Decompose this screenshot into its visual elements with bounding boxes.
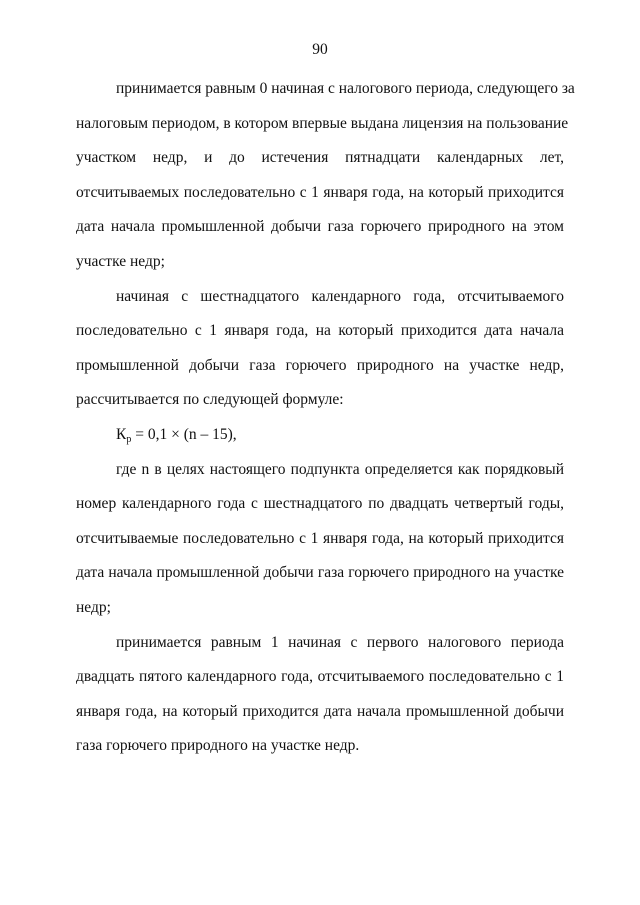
- formula-expression: = 0,1 × (n – 15),: [131, 425, 237, 443]
- page-number: 90: [312, 41, 328, 58]
- paragraph-4: [76, 626, 564, 764]
- text-line: налоговым периодом, в котором впервые выдана лицензия на пользование: [76, 114, 569, 132]
- formula: [76, 418, 564, 453]
- text-line: номер календарного года с шестнадцатого по двадцать четвертый годы,: [76, 495, 564, 513]
- text-line: последовательно с 1 января года, на который приходится дата начала: [76, 322, 564, 340]
- text-line: отсчитываемых последовательно с 1 января года, на который приходится: [76, 183, 564, 201]
- text-line: где n в целях настоящего подпункта определяется как порядковый: [116, 460, 564, 478]
- formula-subscript: р: [126, 433, 132, 445]
- paragraph-3: [76, 453, 564, 626]
- formula-symbol: К: [116, 425, 127, 443]
- text-line: января года, на который приходится дата начала промышленной добычи: [76, 702, 564, 720]
- text-line: отсчитываемые последовательно с 1 января года, на который приходится: [76, 529, 564, 547]
- text-line: двадцать пятого календарного года, отсчитываемого последовательно с 1: [76, 668, 564, 686]
- page-body: [76, 72, 575, 764]
- text-line: промышленной добычи газа горючего природного на участке недр,: [76, 356, 564, 374]
- paragraph-2: [76, 280, 564, 418]
- text-line: начиная с шестнадцатого календарного года, отсчитываемого: [116, 287, 564, 305]
- text-line: газа горючего природного на участке недр.: [76, 737, 360, 755]
- text-line: дата начала промышленной добычи газа горючего природного на этом: [76, 218, 564, 236]
- text-line: рассчитывается по следующей формуле:: [76, 391, 344, 409]
- text-line: принимается равным 1 начиная с первого налогового периода: [116, 633, 564, 651]
- text-line: дата начала промышленной добычи газа горючего природного на участке: [76, 564, 564, 582]
- text-line: принимается равным 0 начиная с налогового периода, следующего за: [116, 80, 575, 97]
- text-line: участке недр;: [76, 252, 165, 270]
- text-line: недр;: [76, 598, 111, 616]
- paragraph-1: [76, 72, 575, 280]
- text-line: участком недр, и до истечения пятнадцати календарных лет,: [76, 149, 564, 167]
